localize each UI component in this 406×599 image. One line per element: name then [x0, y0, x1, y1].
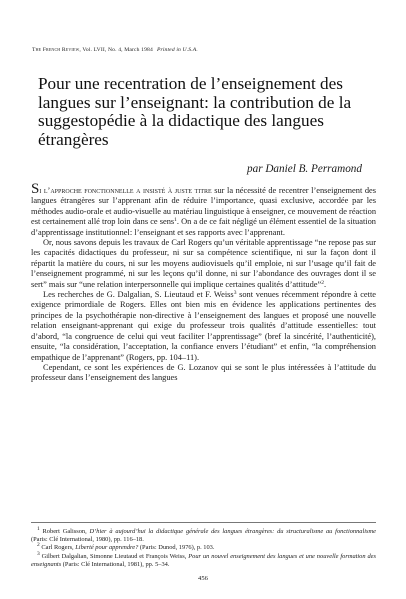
paragraph-2-text-b: .: [323, 279, 327, 289]
footnote-text: Gilbert Dalgalian, Simonne Lieutaud et François Weiss,: [39, 552, 189, 560]
paragraph-4: Cependant, ce sont les expériences de G. Lozanov qui se sont le plus intéressées à l’attitude du professeur dans l’enseignement des langues: [31, 362, 376, 383]
paragraph-1-text-a: sur la nécessité de recentrer l’enseignement des langues étrangères sur l’apprenant afin de réduire l’importance, quasi exclusive, accordée par les méthodes audio-orale et audio-visuelle au matériau linguistique à enseigner, ce mouvement de réaction est certainement allé trop loin dans ce sens: [31, 186, 377, 227]
paragraph-1-text-b: . On a de ce fait négligé un élément essentiel de la situation d’apprentissage institutionnel: l’enseignant et ses rapports avec l’apprenant.: [31, 217, 376, 237]
footnote-text: Carl Rogers,: [39, 544, 76, 552]
footnote-text: (Paris: Clé International, 1981), pp. 5–34.: [61, 560, 170, 568]
drop-cap: S: [31, 181, 40, 197]
paragraph-2: [31, 238, 376, 290]
footnote-book-title: D’hier à aujourd’hui la didactique générale des langues étrangères: du structuralisme au fonctionnalisme: [89, 528, 376, 535]
footnote-text: (Paris: Dunod, 1976), p. 103.: [138, 544, 215, 552]
footnote-ref-1: 1: [174, 217, 177, 224]
footnote-3: [31, 550, 377, 569]
paragraph-3: [31, 290, 376, 363]
journal-citation: , Vol. LVII, No. 4, March 1984: [79, 47, 153, 53]
paragraph-1: [31, 181, 377, 238]
paragraph-2-text-a: Or, nous savons depuis les travaux de Carl Rogers qu’un véritable apprentissage “ne repose pas sur les capacités didactiques du professeur, ni sur sa compétence scientifique, ni sur la façon dont il répartit la matière du cours, ni sur les moyens audiovisuels qu’il emploie, ni sur l’usage qu’il fait de l’enseignement programmé, ni sur les leçons qu’il donne, ni sur l’abondance des ouvrages dont il se sert” mais sur “une relation interpersonnelle qui implique certaines qualités d’attitude”: [31, 238, 376, 289]
article-body: [31, 181, 377, 384]
footnotes: [31, 528, 376, 569]
footnote-book-title: Liberté pour apprendre?: [75, 544, 139, 552]
footnote-ref-2: 2: [321, 279, 324, 286]
page-number: 456: [198, 575, 208, 582]
paragraph-3-text-a: Les recherches de G. Dalgalian, S. Lieutaud et F. Weiss: [43, 290, 234, 300]
journal-name: The French Review: [32, 47, 80, 53]
footnote-book-title: Pour un nouvel enseignement des langues et une nouvelle formation des enseignants: [31, 552, 377, 568]
printed-note: Printed in U.S.A.: [156, 47, 198, 53]
footnote-divider: [31, 522, 376, 523]
paragraph-3-text-b: sont venues récemment répondre à cette exigence primordiale de Rogers. Elles ont bien mis en évidence les applications pertinentes des principes de la psychothérapie non-directive à l’enseignement des langues et proposé une nouvelle relation enseignant-apprenant qui exige du professeur trois qualités d’attitude essentielles: tout d’abord, “la congruence de celui qui veut faciliter l’apprentissage” (bref la sincérité, l’authenticité), ensuite, “la considération, l’acceptation, la confiance envers l’étudiant” et enfin, “la compréhension empathique de l’apprenant” (Rogers, pp. 104–11).: [31, 290, 377, 362]
article-author: par Daniel B. Perramond: [247, 163, 362, 175]
footnote-number: 2: [37, 542, 40, 549]
footnote-2: [31, 544, 376, 552]
footnote-text: Robert Galisson,: [39, 528, 90, 535]
article-title: Pour une recentration de l’enseignement des langues sur l’enseignant: la contribution de la suggestopédie à la didactique des langues étrangères: [38, 74, 352, 149]
footnote-number: 1: [37, 526, 40, 532]
footnote-1: [31, 528, 376, 544]
lead-in-small-caps: i l’approche fonctionnelle a insisté à juste titre: [39, 186, 212, 195]
footnote-text: (Paris: Clé International, 1980), pp. 116–18.: [31, 536, 144, 544]
footnote-number: 3: [37, 550, 40, 557]
running-header: [32, 47, 372, 53]
footnote-ref-3: 3: [233, 290, 237, 297]
